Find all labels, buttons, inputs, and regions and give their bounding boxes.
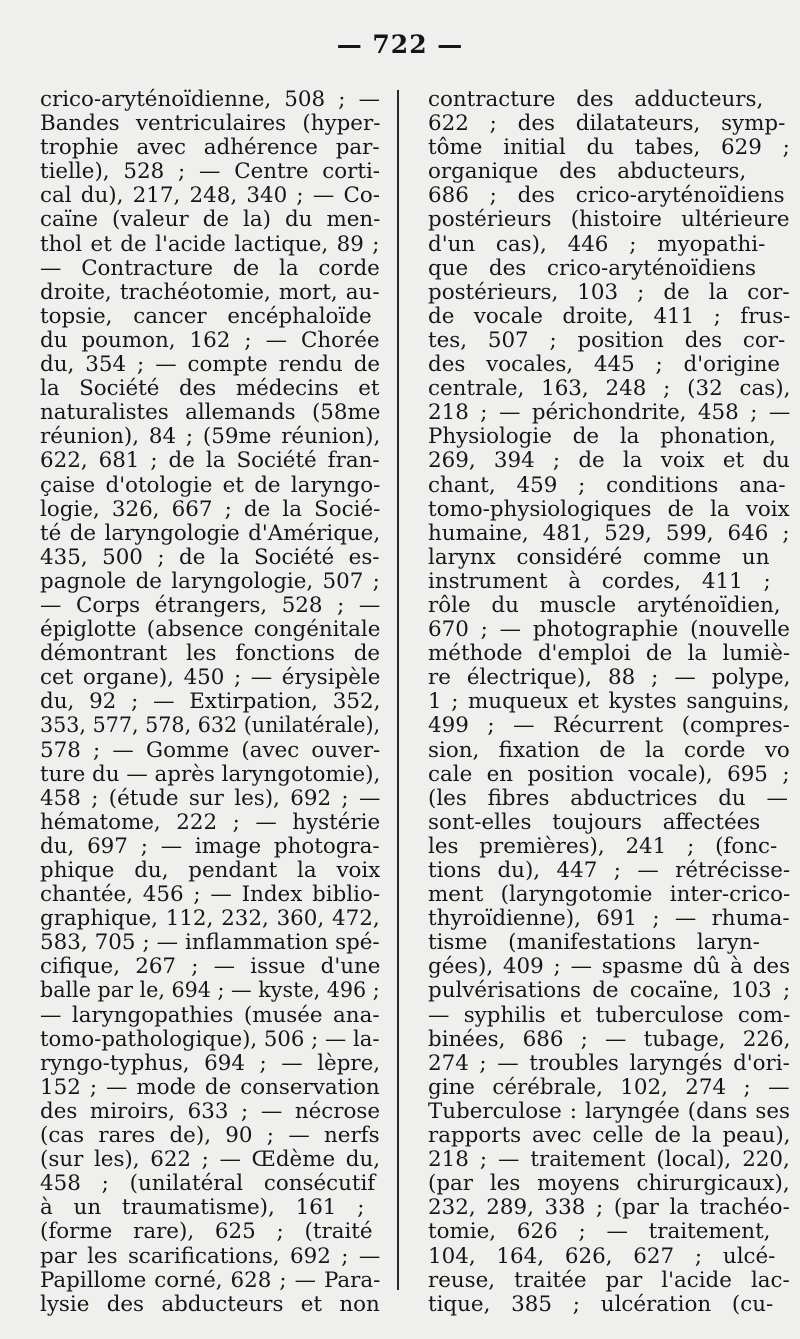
index-line: (sur les), 622 ; — Œdème du, [40,1147,381,1173]
index-line: d'un cas), 446 ; myopathi- [428,231,766,257]
index-line: 686 ; des crico-aryténoïdiens [428,183,785,209]
index-line: topsie, cancer encéphaloïde [40,303,372,329]
index-line: réunion), 84 ; (59me réunion), [40,424,381,450]
index-line: thol et de l'acide lactique, 89 ; [40,231,380,257]
index-line: 152 ; — mode de conservation [40,1074,380,1100]
index-line: 218 ; — périchondrite, 458 ; — [428,400,791,426]
index-line: graphique, 112, 232, 360, 472, [40,906,380,932]
index-line: postérieurs, 103 ; de la cor- [428,279,790,305]
index-line: instrument à cordes, 411 ; [428,568,771,594]
index-line: que des crico-aryténoïdiens [428,255,756,281]
index-line: 622 ; des dilatateurs, symp- [428,111,786,137]
index-line: la Société des médecins et [40,376,380,402]
index-line: les premières), 241 ; (fonc- [428,833,778,859]
index-line: crico-aryténoïdienne, 508 ; — [40,87,380,112]
index-line: organique des abducteurs, [428,159,747,185]
index-line: 435, 500 ; de la Société es- [40,544,380,570]
index-line: sion, fixation de la corde vo [428,737,790,763]
index-line: ryngo-typhus, 694 ; — lèpre, [40,1050,381,1076]
index-line: du, 92 ; — Extirpation, 352, [40,689,381,715]
index-line: caïne (valeur de la) du men- [40,207,381,233]
index-line: du, 354 ; — compte rendu de [40,352,381,378]
index-line: 670 ; — photographie (nouvelle [428,617,790,643]
index-line: — Contracture de la corde [40,255,380,281]
index-line: logie, 326, 667 ; de la Socié- [40,496,381,522]
index-line: cal du), 217, 248, 340 ; — Co- [40,183,380,209]
index-line: binées, 686 ; — tubage, 226, [428,1026,791,1052]
index-line: Tuberculose : laryngée (dans ses [428,1098,790,1124]
index-line: larynx considéré comme un [428,544,770,570]
column-divider [397,90,399,1290]
index-line: Papillome corné, 628 ; — Para- [40,1267,381,1293]
index-line: épiglotte (absence congénitale [40,617,381,643]
index-line: 353, 577, 578, 632 (unilatérale), [40,713,381,739]
index-line: droite, trachéotomie, mort, au- [40,279,380,305]
index-line: de vocale droite, 411 ; frus- [428,303,791,329]
index-line: — laryngopathies (musée ana- [40,1002,380,1028]
index-line: méthode d'emploi de la lumiè- [428,641,791,667]
right-column [428,88,790,1317]
index-line: re électrique), 88 ; — polype, [428,665,791,691]
index-line: tions du), 447 ; — rétrécisse- [428,858,791,883]
index-line: à un traumatisme), 161 ; [40,1195,365,1221]
index-line: chant, 459 ; conditions ana- [428,472,786,498]
index-line: 499 ; — Récurrent (compres- [428,713,790,739]
index-line: pulvérisations de cocaïne, 103 ; [428,978,791,1004]
index-line: des vocales, 445 ; d'origine [428,352,781,378]
index-line: Physiologie de la phonation, [428,424,776,450]
index-line: tisme (manifestations laryn- [428,930,760,956]
index-line: cet organe), 450 ; — érysipèle [40,665,381,691]
index-line: centrale, 163, 248 ; (32 cas), [428,376,791,402]
index-line: hématome, 222 ; — hystérie [40,809,381,835]
index-line: humaine, 481, 529, 599, 646 ; [428,520,790,546]
index-line: pagnole de laryngologie, 507 ; [40,568,380,594]
index-line: 269, 394 ; de la voix et du [428,448,790,474]
index-line: chantée, 456 ; — Index biblio- [40,882,381,908]
index-line: contracture des adducteurs, [428,87,764,112]
index-line: 274 ; — troubles laryngés d'ori- [428,1050,790,1076]
index-line: ment (laryngotomie inter-crico- [428,882,791,908]
index-line: des miroirs, 633 ; — nécrose [40,1098,380,1124]
index-line: çaise d'otologie et de laryngo- [40,472,381,498]
page-number: — 722 — [336,30,464,59]
index-line: 583, 705 ; — inflammation spé- [40,930,380,956]
index-line: 232, 289, 338 ; (par la trachéo- [428,1195,790,1221]
index-line: (forme rare), 625 ; (traité [40,1219,373,1245]
index-line: ture du — après laryngotomie), [40,761,381,787]
index-line: gine cérébrale, 102, 274 ; — [428,1074,790,1100]
index-line: — Corps étrangers, 528 ; — [40,592,381,618]
index-line: par les scarifications, 692 ; — [40,1243,381,1269]
index-line: trophie avec adhérence par- [40,135,380,161]
index-line: lysie des abducteurs et non [40,1291,380,1317]
index-line: 218 ; — traitement (local), 220, [428,1147,790,1173]
index-line: Bandes ventriculaires (hyper- [40,111,381,137]
index-line: sont-elles toujours affectées [428,809,761,835]
index-line: balle par le, 694 ; — kyste, 496 ; [40,978,380,1004]
index-line: gées), 409 ; — spasme dû à des [428,954,791,980]
index-line: naturalistes allemands (58me [40,400,381,426]
index-line: du poumon, 162 ; — Chorée [40,327,380,353]
index-line: — syphilis et tuberculose com- [428,1002,791,1028]
index-line: rôle du muscle aryténoïdien, [428,592,781,618]
index-line: tomie, 626 ; — traitement, [428,1219,771,1245]
index-line: té de laryngologie d'Amérique, [40,520,381,546]
index-line: 578 ; — Gomme (avec ouver- [40,737,381,763]
index-line: thyroïdienne), 691 ; — rhuma- [428,906,790,932]
index-line: tes, 507 ; position des cor- [428,327,786,353]
index-line: tomo-pathologique), 506 ; — la- [40,1026,380,1052]
index-line: reuse, traitée par l'acide lac- [428,1267,790,1293]
index-line: démontrant les fonctions de [40,641,381,667]
index-line: cifique, 267 ; — issue d'une [40,954,381,980]
index-line: tique, 385 ; ulcération (cu- [428,1291,774,1317]
index-line: (par les moyens chirurgicaux), [428,1171,790,1197]
index-line: tielle), 528 ; — Centre corti- [40,159,381,185]
index-line: tomo-physiologiques de la voix [428,496,790,522]
index-line: (cas rares de), 90 ; — nerfs [40,1123,380,1149]
index-line: 458 ; (étude sur les), 692 ; — [40,785,381,811]
index-line: 104, 164, 626, 627 ; ulcé- [428,1243,776,1269]
index-line: postérieurs (histoire ultérieure [428,207,790,233]
index-line: rapports avec celle de la peau), [428,1123,791,1149]
index-line: 622, 681 ; de la Société fran- [40,448,380,474]
index-line: 458 ; (unilatéral consécutif [40,1171,376,1197]
index-line: cale en position vocale), 695 ; [428,761,790,787]
index-line: phique du, pendant la voix [40,858,381,883]
left-column [40,88,380,1317]
index-line: tôme initial du tabes, 629 ; [428,135,790,161]
index-line: du, 697 ; — image photogra- [40,833,380,859]
index-line: 1 ; muqueux et kystes sanguins, [428,689,790,715]
index-line: (les fibres abductrices du — [428,785,788,811]
